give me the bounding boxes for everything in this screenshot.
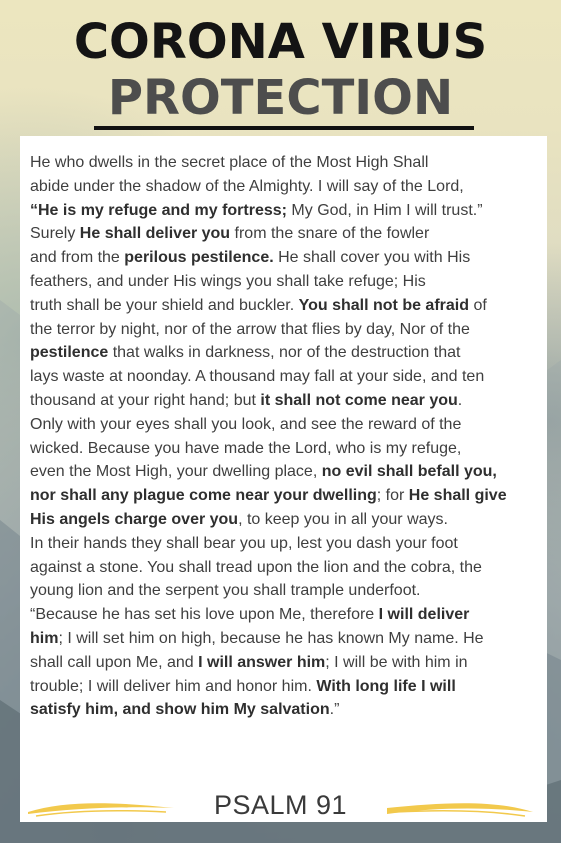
- bold-phrase: perilous pestilence.: [124, 249, 274, 267]
- bold-phrase: His angels charge over you: [30, 510, 239, 528]
- text-run: My God, in Him I will trust.”: [286, 201, 483, 219]
- title-line-2: PROTECTION: [107, 70, 454, 126]
- verse-line: [30, 698, 555, 722]
- bold-phrase: With long life I will: [316, 677, 456, 695]
- verse-line: [30, 603, 555, 627]
- bold-phrase: I will deliver: [378, 606, 470, 624]
- text-run: against a stone. You shall tread upon the lion and the cobra, the: [30, 558, 482, 576]
- verse-line: [30, 175, 555, 199]
- verse-line: [30, 556, 555, 580]
- text-run: trouble; I will deliver him and honor him.: [30, 677, 317, 695]
- verse-line: [30, 651, 555, 675]
- text-run: shall call upon Me, and: [30, 653, 199, 671]
- verse-line: [30, 389, 555, 413]
- verse-line: [30, 532, 555, 556]
- verse-line: [30, 437, 555, 461]
- psalm-reference: PSALM 91: [213, 790, 348, 820]
- title-line-1: CORONA VIRUS: [73, 14, 488, 70]
- verse-line: [30, 365, 555, 389]
- text-run: Surely: [30, 225, 80, 243]
- verse-line: [30, 199, 555, 223]
- bold-phrase: it shall not come near you: [260, 391, 458, 409]
- text-run: .”: [329, 701, 340, 719]
- text-run: .: [457, 391, 463, 409]
- bold-phrase: He shall give: [408, 487, 507, 505]
- text-run: He shall cover you with His: [273, 249, 471, 267]
- verse-line: [30, 508, 555, 532]
- text-run: In their hands they shall bear you up, lest you dash your foot: [30, 534, 458, 552]
- verse-line: [30, 413, 555, 437]
- bold-phrase: He shall deliver you: [79, 225, 231, 243]
- text-run: that walks in darkness, nor of the destruction that: [108, 344, 461, 362]
- bold-phrase: “He is my refuge and my fortress;: [30, 201, 287, 219]
- bold-phrase: I will answer him: [198, 653, 326, 671]
- text-run: young lion and the serpent you shall trample underfoot.: [30, 582, 421, 600]
- decorative-swash-right-icon: [385, 792, 535, 822]
- verse-line: [30, 270, 555, 294]
- text-run: ; I will be with him in: [325, 653, 468, 671]
- text-run: ; for: [376, 487, 409, 505]
- verse-line: [30, 341, 555, 365]
- text-run: feathers, and under His wings you shall take refuge; His: [30, 272, 426, 290]
- verse-line: [30, 318, 555, 342]
- bold-phrase: pestilence: [30, 344, 109, 362]
- bold-phrase: no evil shall befall you,: [321, 463, 497, 481]
- text-run: , to keep you in all your ways.: [238, 510, 448, 528]
- text-run: of: [469, 296, 487, 314]
- verse-line: [30, 579, 555, 603]
- text-run: “Because he has set his love upon Me, therefore: [30, 606, 379, 624]
- text-run: and from the: [30, 249, 125, 267]
- text-run: thousand at your right hand; but: [30, 391, 261, 409]
- text-run: from the snare of the fowler: [230, 225, 430, 243]
- text-run: even the Most High, your dwelling place,: [30, 463, 322, 481]
- verse-line: [30, 222, 555, 246]
- verse-line: [30, 460, 555, 484]
- text-run: lays waste at noonday. A thousand may fall at your side, and ten: [30, 368, 485, 386]
- text-run: wicked. Because you have made the Lord, who is my refuge,: [30, 439, 462, 457]
- title-underline: [94, 126, 474, 130]
- text-run: abide under the shadow of the Almighty. I will say of the Lord,: [30, 177, 464, 195]
- verse-line: [30, 484, 555, 508]
- bold-phrase: You shall not be afraid: [298, 296, 469, 314]
- text-run: Only with your eyes shall you look, and see the reward of the: [30, 415, 462, 433]
- text-run: the terror by night, nor of the arrow that flies by day, Nor of the: [30, 320, 470, 338]
- verse-line: [30, 627, 555, 651]
- text-run: He who dwells in the secret place of the Most High Shall: [30, 154, 429, 171]
- bold-phrase: him: [30, 629, 59, 647]
- verse-line: [30, 246, 555, 270]
- verse-line: [30, 151, 555, 175]
- text-run: truth shall be your shield and buckler.: [30, 296, 299, 314]
- verse-line: [30, 294, 555, 318]
- psalm-text: [30, 151, 555, 722]
- bold-phrase: satisfy him, and show him My salvation: [30, 701, 330, 719]
- verse-line: [30, 675, 555, 699]
- text-run: ; I will set him on high, because he has known My name. He: [58, 629, 484, 647]
- bold-phrase: nor shall any plague come near your dwelling: [30, 487, 377, 505]
